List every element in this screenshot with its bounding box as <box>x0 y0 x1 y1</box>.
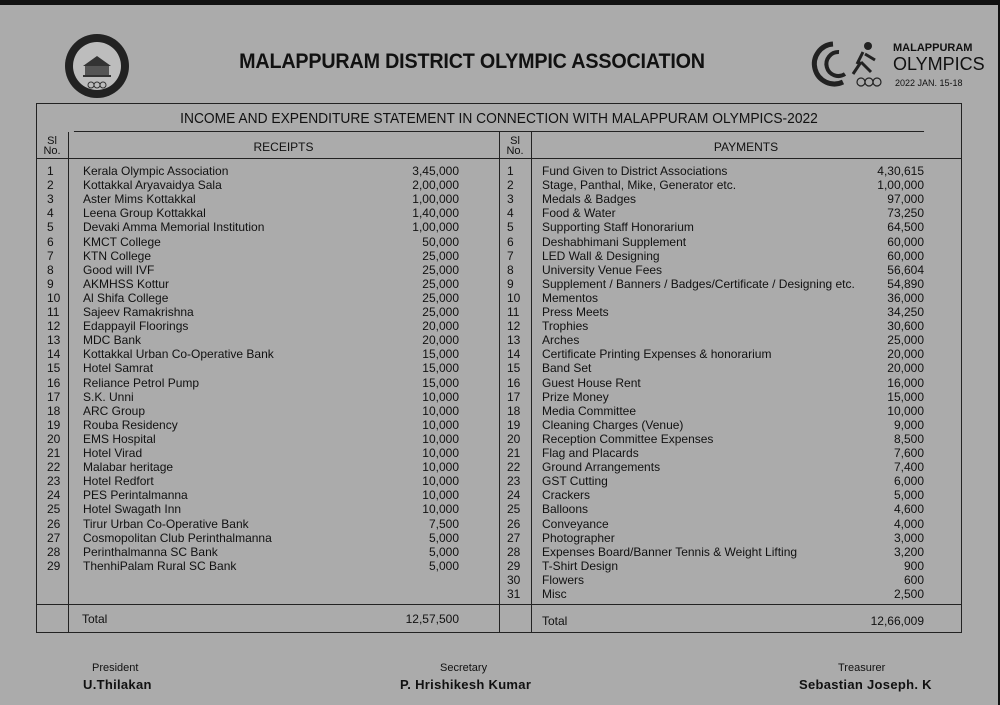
receipts-total-label: Total <box>82 612 108 626</box>
payments-row-number: 1 <box>507 164 514 178</box>
receipts-row-number: 10 <box>47 290 61 305</box>
receipts-row-number: 20 <box>47 431 61 446</box>
receipts-row-name: ThenhiPalam Rural SC Bank <box>83 558 237 573</box>
payments-row-name: Medals & Badges <box>542 192 637 207</box>
receipts-row-amount: 10,000 <box>422 446 459 460</box>
payments-row-number: 18 <box>507 403 521 418</box>
payments-row-name: LED Wall & Designing <box>542 248 660 263</box>
payments-row-number: 8 <box>507 262 514 277</box>
payments-row-name: Media Committee <box>542 403 637 418</box>
payments-row-amount: 36,000 <box>887 290 924 305</box>
payments-row-number: 28 <box>507 544 521 559</box>
malappuram-olympics-logo <box>813 38 985 90</box>
payments-row-amount: 54,890 <box>887 276 924 291</box>
receipts-row-name: KMCT College <box>83 234 161 249</box>
receipts-row-amount: 25,000 <box>422 262 459 277</box>
receipts-row-name: Tirur Urban Co-Operative Bank <box>83 516 249 531</box>
payments-row-name: Mementos <box>542 290 599 305</box>
payments-row-name: Band Set <box>542 361 592 376</box>
receipts-row-name: Hotel Virad <box>83 446 143 460</box>
payments-row-amount: 64,500 <box>887 220 924 235</box>
receipts-row-name: Cosmopolitan Club Perinthalmanna <box>83 530 272 545</box>
receipts-row-name: Leena Group Kottakkal <box>83 206 206 221</box>
payments-row-name: GST Cutting <box>542 474 608 489</box>
secretary-name: P. Hrishikesh Kumar <box>400 677 532 692</box>
payments-row-number: 24 <box>507 488 521 503</box>
receipts-row-amount: 1,00,000 <box>412 192 459 207</box>
payments-row-name: Ground Arrangements <box>542 460 661 475</box>
payments-row-amount: 25,000 <box>887 333 924 348</box>
payments-row-amount: 10,000 <box>887 403 924 418</box>
payments-total-amount: 12,66,009 <box>870 614 924 628</box>
payments-row-amount: 3,000 <box>893 530 924 545</box>
receipts-row-name: Malabar heritage <box>83 460 174 475</box>
receipts-row-name: Edappayil Floorings <box>83 319 189 334</box>
receipts-row-number: 29 <box>47 558 61 573</box>
payments-row-amount: 60,000 <box>887 234 924 249</box>
receipts-row-amount: 2,00,000 <box>412 178 459 193</box>
payments-row-name: Arches <box>542 333 580 348</box>
payments-row-name: Flowers <box>542 572 585 587</box>
payments-row-amount: 5,000 <box>893 488 924 503</box>
payments-row-amount: 1,00,000 <box>877 178 924 193</box>
payments-row-amount: 7,400 <box>893 460 924 475</box>
payments-row-amount: 8,500 <box>893 431 924 446</box>
receipts-row-name: Sajeev Ramakrishna <box>83 305 194 319</box>
receipts-row-amount: 15,000 <box>422 361 459 376</box>
payments-row-amount: 60,000 <box>887 248 924 263</box>
receipts-row-amount: 5,000 <box>428 544 459 559</box>
receipts-row-name: Aster Mims Kottakkal <box>83 192 196 207</box>
receipts-row-number: 1 <box>47 164 54 178</box>
receipts-row-number: 16 <box>47 375 61 390</box>
payments-row-name: Expenses Board/Banner Tennis & Weight Lifting <box>542 544 798 559</box>
payments-row-name: Balloons <box>542 502 589 517</box>
payments-row-number: 29 <box>507 558 521 573</box>
payments-row-number: 11 <box>507 305 520 319</box>
receipts-row-name: Reliance Petrol Pump <box>83 375 200 390</box>
payments-row-number: 27 <box>507 530 521 545</box>
statement-title: INCOME AND EXPENDITURE STATEMENT IN CONNECTION WITH MALAPPURAM OLYMPICS-2022 <box>74 104 924 132</box>
secretary-role: Secretary <box>440 662 488 674</box>
receipts-row-number: 18 <box>47 403 61 418</box>
payments-row-name: Cleaning Charges (Venue) <box>542 417 684 432</box>
receipts-row-number: 22 <box>47 460 61 475</box>
organization-title: MALAPPURAM DISTRICT OLYMPIC ASSOCIATION <box>239 50 705 73</box>
receipts-row-amount: 10,000 <box>422 460 459 475</box>
receipts-row-amount: 25,000 <box>422 290 459 305</box>
payments-row-number: 12 <box>507 319 521 334</box>
logo-text-line1: MALAPPURAM <box>893 42 973 54</box>
receipts-row-name: Devaki Amma Memorial Institution <box>83 220 265 235</box>
receipts-row-amount: 5,000 <box>428 558 459 573</box>
statement-table <box>36 103 962 633</box>
payments-row-number: 17 <box>507 389 521 404</box>
payments-row-number: 16 <box>507 375 521 390</box>
receipts-row-number: 8 <box>47 262 54 277</box>
payments-row-name: Reception Committee Expenses <box>542 431 714 446</box>
payments-row-amount: 15,000 <box>887 389 924 404</box>
payments-row-number: 25 <box>507 502 521 517</box>
payments-row-amount: 20,000 <box>887 361 924 376</box>
payments-row-number: 31 <box>507 587 521 601</box>
payments-row-number: 9 <box>507 276 514 291</box>
payments-row-amount: 34,250 <box>887 305 924 319</box>
divider <box>37 158 961 159</box>
receipts-row-amount: 10,000 <box>422 431 459 446</box>
divider <box>68 132 69 632</box>
receipts-row-number: 4 <box>47 206 54 221</box>
payments-row-name: Flag and Placards <box>542 446 639 460</box>
receipts-row-number: 19 <box>47 417 61 432</box>
logo-text-line2: OLYMPICS <box>893 54 985 74</box>
receipts-row-amount: 25,000 <box>422 305 459 319</box>
payments-row-number: 7 <box>507 248 514 263</box>
payments-row-name: Stage, Panthal, Mike, Generator etc. <box>542 178 737 193</box>
receipts-total-amount: 12,57,500 <box>405 612 459 626</box>
receipts-row-amount: 10,000 <box>422 474 459 489</box>
receipts-row-amount: 20,000 <box>422 333 459 348</box>
payments-row-name: Deshabhimani Supplement <box>542 234 687 249</box>
logo-text-line3: 2022 JAN. 15-18 <box>895 78 963 88</box>
payments-row-number: 15 <box>507 361 521 376</box>
payments-row-amount: 4,000 <box>893 516 924 531</box>
sl-no-header-right: Sl No. <box>506 135 524 157</box>
receipts-row-number: 21 <box>47 446 61 460</box>
payments-row-amount: 97,000 <box>887 192 924 207</box>
sl-no-header-left: Sl No. <box>43 135 61 157</box>
payments-row-amount: 4,30,615 <box>877 164 924 178</box>
divider <box>531 132 532 632</box>
receipts-row-number: 7 <box>47 248 54 263</box>
receipts-row-number: 11 <box>47 305 60 319</box>
payments-row-amount: 2,500 <box>893 587 924 601</box>
payments-row-amount: 7,600 <box>893 446 924 460</box>
payments-row-name: T-Shirt Design <box>542 558 619 573</box>
payments-row-amount: 9,000 <box>893 417 924 432</box>
receipts-row-amount: 5,000 <box>428 530 459 545</box>
receipts-row-number: 28 <box>47 544 61 559</box>
receipts-row-name: AKMHSS Kottur <box>83 276 170 291</box>
receipts-row-number: 3 <box>47 192 54 207</box>
receipts-row-amount: 50,000 <box>422 234 459 249</box>
payments-row-name: Conveyance <box>542 516 609 531</box>
receipts-row-amount: 20,000 <box>422 319 459 334</box>
payments-row-name: University Venue Fees <box>542 262 663 277</box>
payments-row-name: Supplement / Banners / Badges/Certificate / Designing etc. <box>542 276 855 291</box>
payments-row-amount: 73,250 <box>887 206 924 221</box>
payments-header: PAYMENTS <box>713 140 779 154</box>
divider <box>499 132 500 632</box>
payments-row-number: 21 <box>507 446 521 460</box>
receipts-row-number: 13 <box>47 333 61 348</box>
payments-total-label: Total <box>542 614 568 628</box>
payments-row-name: Certificate Printing Expenses & honorarium <box>542 347 772 362</box>
payments-row-number: 23 <box>507 474 521 489</box>
receipts-row-amount: 10,000 <box>422 502 459 517</box>
receipts-row-amount: 25,000 <box>422 276 459 291</box>
payments-row-amount: 6,000 <box>893 474 924 489</box>
payments-row-number: 6 <box>507 234 514 249</box>
receipts-row-name: Kottakkal Urban Co-Operative Bank <box>83 347 274 362</box>
treasurer-name: Sebastian Joseph. K <box>799 677 932 692</box>
receipts-row-number: 27 <box>47 530 61 545</box>
receipts-row-number: 26 <box>47 516 61 531</box>
receipts-row-number: 5 <box>47 220 54 235</box>
payments-row-name: Guest House Rent <box>542 375 641 390</box>
receipts-row-amount: 10,000 <box>422 403 459 418</box>
document-page <box>0 5 998 705</box>
receipts-header: RECEIPTS <box>253 140 314 154</box>
payments-row-name: Misc <box>542 587 567 601</box>
receipts-row-number: 9 <box>47 276 54 291</box>
receipts-row-name: Hotel Samrat <box>83 361 154 376</box>
receipts-row-name: Good will IVF <box>83 262 155 277</box>
payments-row-number: 4 <box>507 206 514 221</box>
payments-row-number: 30 <box>507 572 521 587</box>
payments-row-amount: 20,000 <box>887 347 924 362</box>
payments-row-number: 14 <box>507 347 521 362</box>
receipts-row-name: KTN College <box>83 248 152 263</box>
receipts-row-name: Rouba Residency <box>83 417 178 432</box>
receipts-row-amount: 15,000 <box>422 375 459 390</box>
receipts-row-number: 25 <box>47 502 61 517</box>
payments-row-name: Food & Water <box>542 206 616 221</box>
payments-row-number: 19 <box>507 417 521 432</box>
receipts-row-amount: 10,000 <box>422 389 459 404</box>
receipts-row-amount: 3,45,000 <box>412 164 459 178</box>
receipts-row-name: Al Shifa College <box>83 290 169 305</box>
receipts-row-amount: 10,000 <box>422 417 459 432</box>
receipts-row-name: Perinthalmanna SC Bank <box>83 544 218 559</box>
payments-row-name: Prize Money <box>542 389 609 404</box>
payments-row-amount: 900 <box>903 558 924 573</box>
payments-row-number: 10 <box>507 290 521 305</box>
receipts-row-amount: 7,500 <box>428 516 459 531</box>
receipts-row-number: 23 <box>47 474 61 489</box>
receipts-row-number: 14 <box>47 347 61 362</box>
receipts-row-number: 12 <box>47 319 61 334</box>
payments-row-amount: 16,000 <box>887 375 924 390</box>
receipts-row-amount: 15,000 <box>422 347 459 362</box>
payments-row-amount: 56,604 <box>887 262 924 277</box>
payments-row-number: 13 <box>507 333 521 348</box>
payments-row-name: Press Meets <box>542 305 609 319</box>
treasurer-role: Treasurer <box>838 662 886 674</box>
receipts-row-name: S.K. Unni <box>83 389 134 404</box>
payments-row-number: 26 <box>507 516 521 531</box>
president-name: U.Thilakan <box>83 677 152 692</box>
payments-row-name: Fund Given to District Associations <box>542 164 728 178</box>
receipts-row-name: MDC Bank <box>83 333 142 348</box>
receipts-row-number: 2 <box>47 178 54 193</box>
receipts-row-name: ARC Group <box>83 403 146 418</box>
payments-row-amount: 600 <box>903 572 924 587</box>
president-role: President <box>92 662 139 674</box>
receipts-row-number: 24 <box>47 488 61 503</box>
payments-row-number: 20 <box>507 431 521 446</box>
receipts-row-name: Kerala Olympic Association <box>83 164 229 178</box>
receipts-row-name: EMS Hospital <box>83 431 156 446</box>
receipts-row-amount: 25,000 <box>422 248 459 263</box>
receipts-row-name: Kottakkal Aryavaidya Sala <box>83 178 222 193</box>
payments-row-name: Photographer <box>542 530 615 545</box>
receipts-row-name: Hotel Redfort <box>83 474 154 489</box>
payments-row-amount: 3,200 <box>893 544 924 559</box>
receipts-row-amount: 1,40,000 <box>412 206 459 221</box>
receipts-row-number: 6 <box>47 234 54 249</box>
payments-row-name: Crackers <box>542 488 591 503</box>
payments-row-amount: 30,600 <box>887 319 924 334</box>
payments-row-number: 5 <box>507 220 514 235</box>
payments-row-name: Trophies <box>542 319 589 334</box>
receipts-row-amount: 1,00,000 <box>412 220 459 235</box>
receipts-row-number: 17 <box>47 389 61 404</box>
divider <box>37 604 961 605</box>
receipts-row-number: 15 <box>47 361 61 376</box>
payments-row-number: 3 <box>507 192 514 207</box>
payments-row-number: 22 <box>507 460 521 475</box>
payments-row-number: 2 <box>507 178 514 193</box>
receipts-row-amount: 10,000 <box>422 488 459 503</box>
receipts-row-name: PES Perintalmanna <box>83 488 188 503</box>
receipts-row-name: Hotel Swagath Inn <box>83 502 182 517</box>
payments-row-name: Supporting Staff Honorarium <box>542 220 694 235</box>
payments-row-amount: 4,600 <box>893 502 924 517</box>
